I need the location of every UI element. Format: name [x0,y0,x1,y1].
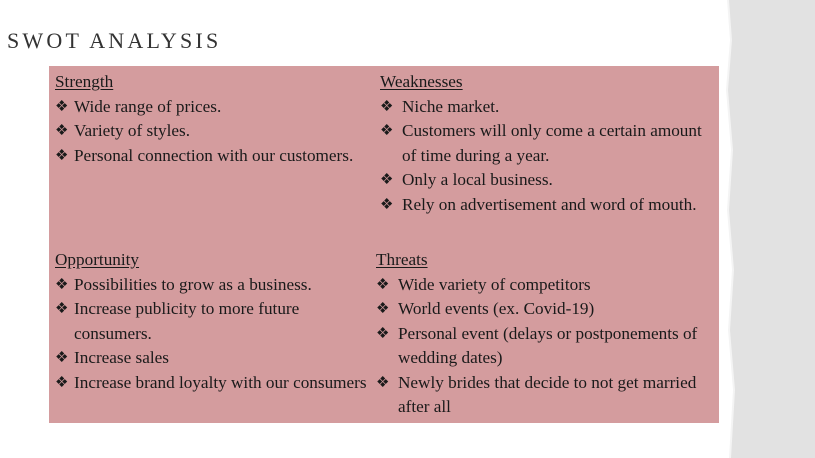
diamond-bullet-icon: ❖ [380,196,394,213]
strength-quadrant [55,70,365,168]
list-item [55,297,375,346]
list-item-text: Niche market. [402,96,500,116]
list-item-text: Customers will only come a certain amount of time during a year. [402,121,702,165]
list-item-text: Possibilities to grow as a business. [74,274,312,294]
diamond-bullet-icon: ❖ [380,123,394,139]
swot-panel [49,66,719,423]
diamond-bullet-icon: ❖ [55,350,69,366]
list-item-text: Wide variety of competitors [398,274,591,294]
list-item [380,95,710,120]
weaknesses-quadrant [380,70,710,217]
diamond-bullet-icon: ❖ [376,374,390,391]
list-item [380,193,710,218]
torn-paper-edge [725,0,815,458]
list-item-text: Increase brand loyalty with our consumers [74,372,367,392]
page-title: SWOT ANALYSIS [7,28,222,53]
diamond-bullet-icon: ❖ [380,98,394,115]
diamond-bullet-icon: ❖ [55,276,69,293]
list-item-text: World events (ex. Covid-19) [398,299,595,318]
diamond-bullet-icon: ❖ [376,301,390,317]
list-item [376,273,716,298]
diamond-bullet-icon: ❖ [55,98,69,115]
list-item [55,273,375,298]
list-item-text: Increase publicity to more future consumers. [74,299,300,343]
list-item [55,346,375,371]
threats-list [376,273,716,420]
list-item [55,95,365,120]
list-item-text: Rely on advertisement and word of mouth. [402,194,697,214]
diamond-bullet-icon: ❖ [55,374,69,391]
list-item [380,168,710,193]
diamond-bullet-icon: ❖ [55,147,69,164]
list-item-text: Variety of styles. [74,121,190,140]
list-item-text: Personal event (delays or postponements of wedding dates) [398,323,698,367]
opportunity-quadrant [55,248,375,395]
weaknesses-list [380,95,710,218]
opportunity-list [55,273,375,396]
diamond-bullet-icon: ❖ [380,172,394,188]
threats-heading: Threats [376,250,428,269]
list-item [55,371,375,396]
list-item [376,322,716,371]
weaknesses-heading: Weaknesses [380,72,463,91]
list-item [55,144,365,169]
list-item [380,119,710,168]
list-item-text: Wide range of prices. [74,96,222,116]
strength-list [55,95,365,169]
list-item-text: Increase sales [74,348,169,367]
list-item-text: Only a local business. [402,170,553,189]
list-item-text: Newly brides that decide to not get married after all [398,372,697,416]
diamond-bullet-icon: ❖ [55,123,69,139]
list-item [376,297,716,322]
strength-heading: Strength [55,72,114,91]
diamond-bullet-icon: ❖ [376,325,390,342]
opportunity-heading: Opportunity [55,250,140,269]
list-item [376,371,716,420]
diamond-bullet-icon: ❖ [55,301,69,317]
list-item-text: Personal connection with our customers. [74,145,354,165]
threats-quadrant [376,248,716,420]
list-item [55,119,365,144]
diamond-bullet-icon: ❖ [376,276,390,293]
